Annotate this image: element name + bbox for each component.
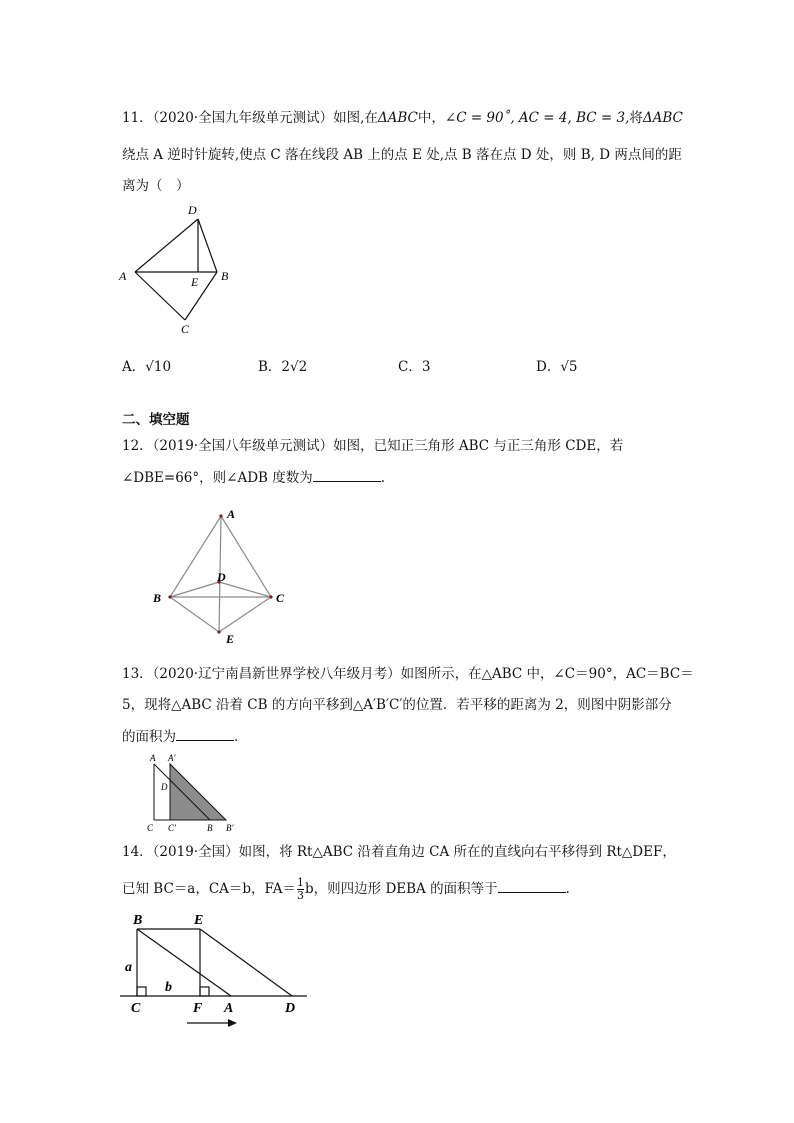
q11-option-d[interactable]: D．√5 <box>536 359 578 375</box>
q14-label-E: E <box>194 913 204 928</box>
q12-label-D: D <box>217 570 226 584</box>
q13-label-A-prime: A′ <box>168 753 176 763</box>
q12-label-E: E <box>226 632 235 646</box>
q13-label-C: C <box>147 823 154 833</box>
q11-label-B: B <box>221 269 229 283</box>
q14-fraction: $\frac{1}{3}$ <box>297 876 305 902</box>
q11-label-D: D <box>188 203 197 217</box>
q12-label-A: A <box>227 507 236 521</box>
q13-label-B: B <box>207 823 213 833</box>
q14-label-B: B <box>133 913 143 928</box>
q14-line1: 14．（2019·全国）如图，将 Rt△ABC 沿着直角边 CA 所在的直线向右平移得到 Rt△DEF， <box>122 844 676 860</box>
q11-label-C: C <box>181 322 190 336</box>
q13-figure <box>140 752 250 836</box>
q12-label-C: C <box>276 591 285 605</box>
q12-label-B: B <box>153 591 162 605</box>
q14-figure <box>115 905 315 1035</box>
q13-line3: 的面积为 ． <box>122 729 248 745</box>
q11-line3: 离为（ ） <box>122 178 190 194</box>
q14-label-A: A <box>224 1001 234 1016</box>
q13-label-A: A <box>150 753 156 763</box>
q12-figure <box>145 502 305 647</box>
q12-line2: ∠DBE=66°，则∠ADB 度数为 . <box>122 470 386 486</box>
q11-figure <box>115 200 245 340</box>
q13-label-C-prime: C′ <box>168 823 176 833</box>
q14-line2: 已知 BC＝a，CA＝b，FA＝ $\frac{1}{3}$ b，则四边形 DEBA 的面积等于 ． <box>122 876 580 902</box>
section-heading: 二、填空题 <box>122 412 190 428</box>
q11-line2: 绕点 A 逆时针旋转,使点 C 落在线段 AB 上的点 E 处,点 B 落在点 D 处，则 B, D 两点间的距 <box>122 147 682 163</box>
q13-label-D: D <box>161 782 168 792</box>
q14-label-C: C <box>131 1001 141 1016</box>
q14-answer-blank[interactable] <box>498 879 566 893</box>
q11-label-E: E <box>191 275 199 289</box>
q13-line1: 13．（2020·辽宁南昌新世界学校八年级月考）如图所示，在△ABC 中，∠C＝90°，AC＝BC＝ <box>122 666 694 682</box>
q13-line2: 5，现将△ABC 沿着 CB 的方向平移到△A′B′C′的位置．若平移的距离为 2，则图中阴影部分 <box>122 697 672 713</box>
q12-answer-blank[interactable] <box>313 468 381 482</box>
q14-label-F: F <box>193 1001 203 1016</box>
q13-answer-blank[interactable] <box>176 727 234 741</box>
q11-line1: 11．（2020·全国九年级单元测试）如图,在ΔABC中，∠C = 90˚, AC = 4, BC = 3,将ΔABC <box>122 110 683 126</box>
q11-option-c[interactable]: C．3 <box>398 359 431 375</box>
q14-label-a: a <box>125 960 132 975</box>
q14-label-D: D <box>285 1001 296 1016</box>
q11-option-b[interactable]: B．2√2 <box>258 359 308 375</box>
q11-label-A: A <box>119 269 127 283</box>
q13-label-B-prime: B′ <box>226 823 234 833</box>
q11-option-a[interactable]: A．√10 <box>122 359 172 375</box>
q12-line1: 12．（2019·全国八年级单元测试）如图，已知正三角形 ABC 与正三角形 CDE，若 <box>122 438 624 454</box>
q14-label-b: b <box>165 980 172 995</box>
